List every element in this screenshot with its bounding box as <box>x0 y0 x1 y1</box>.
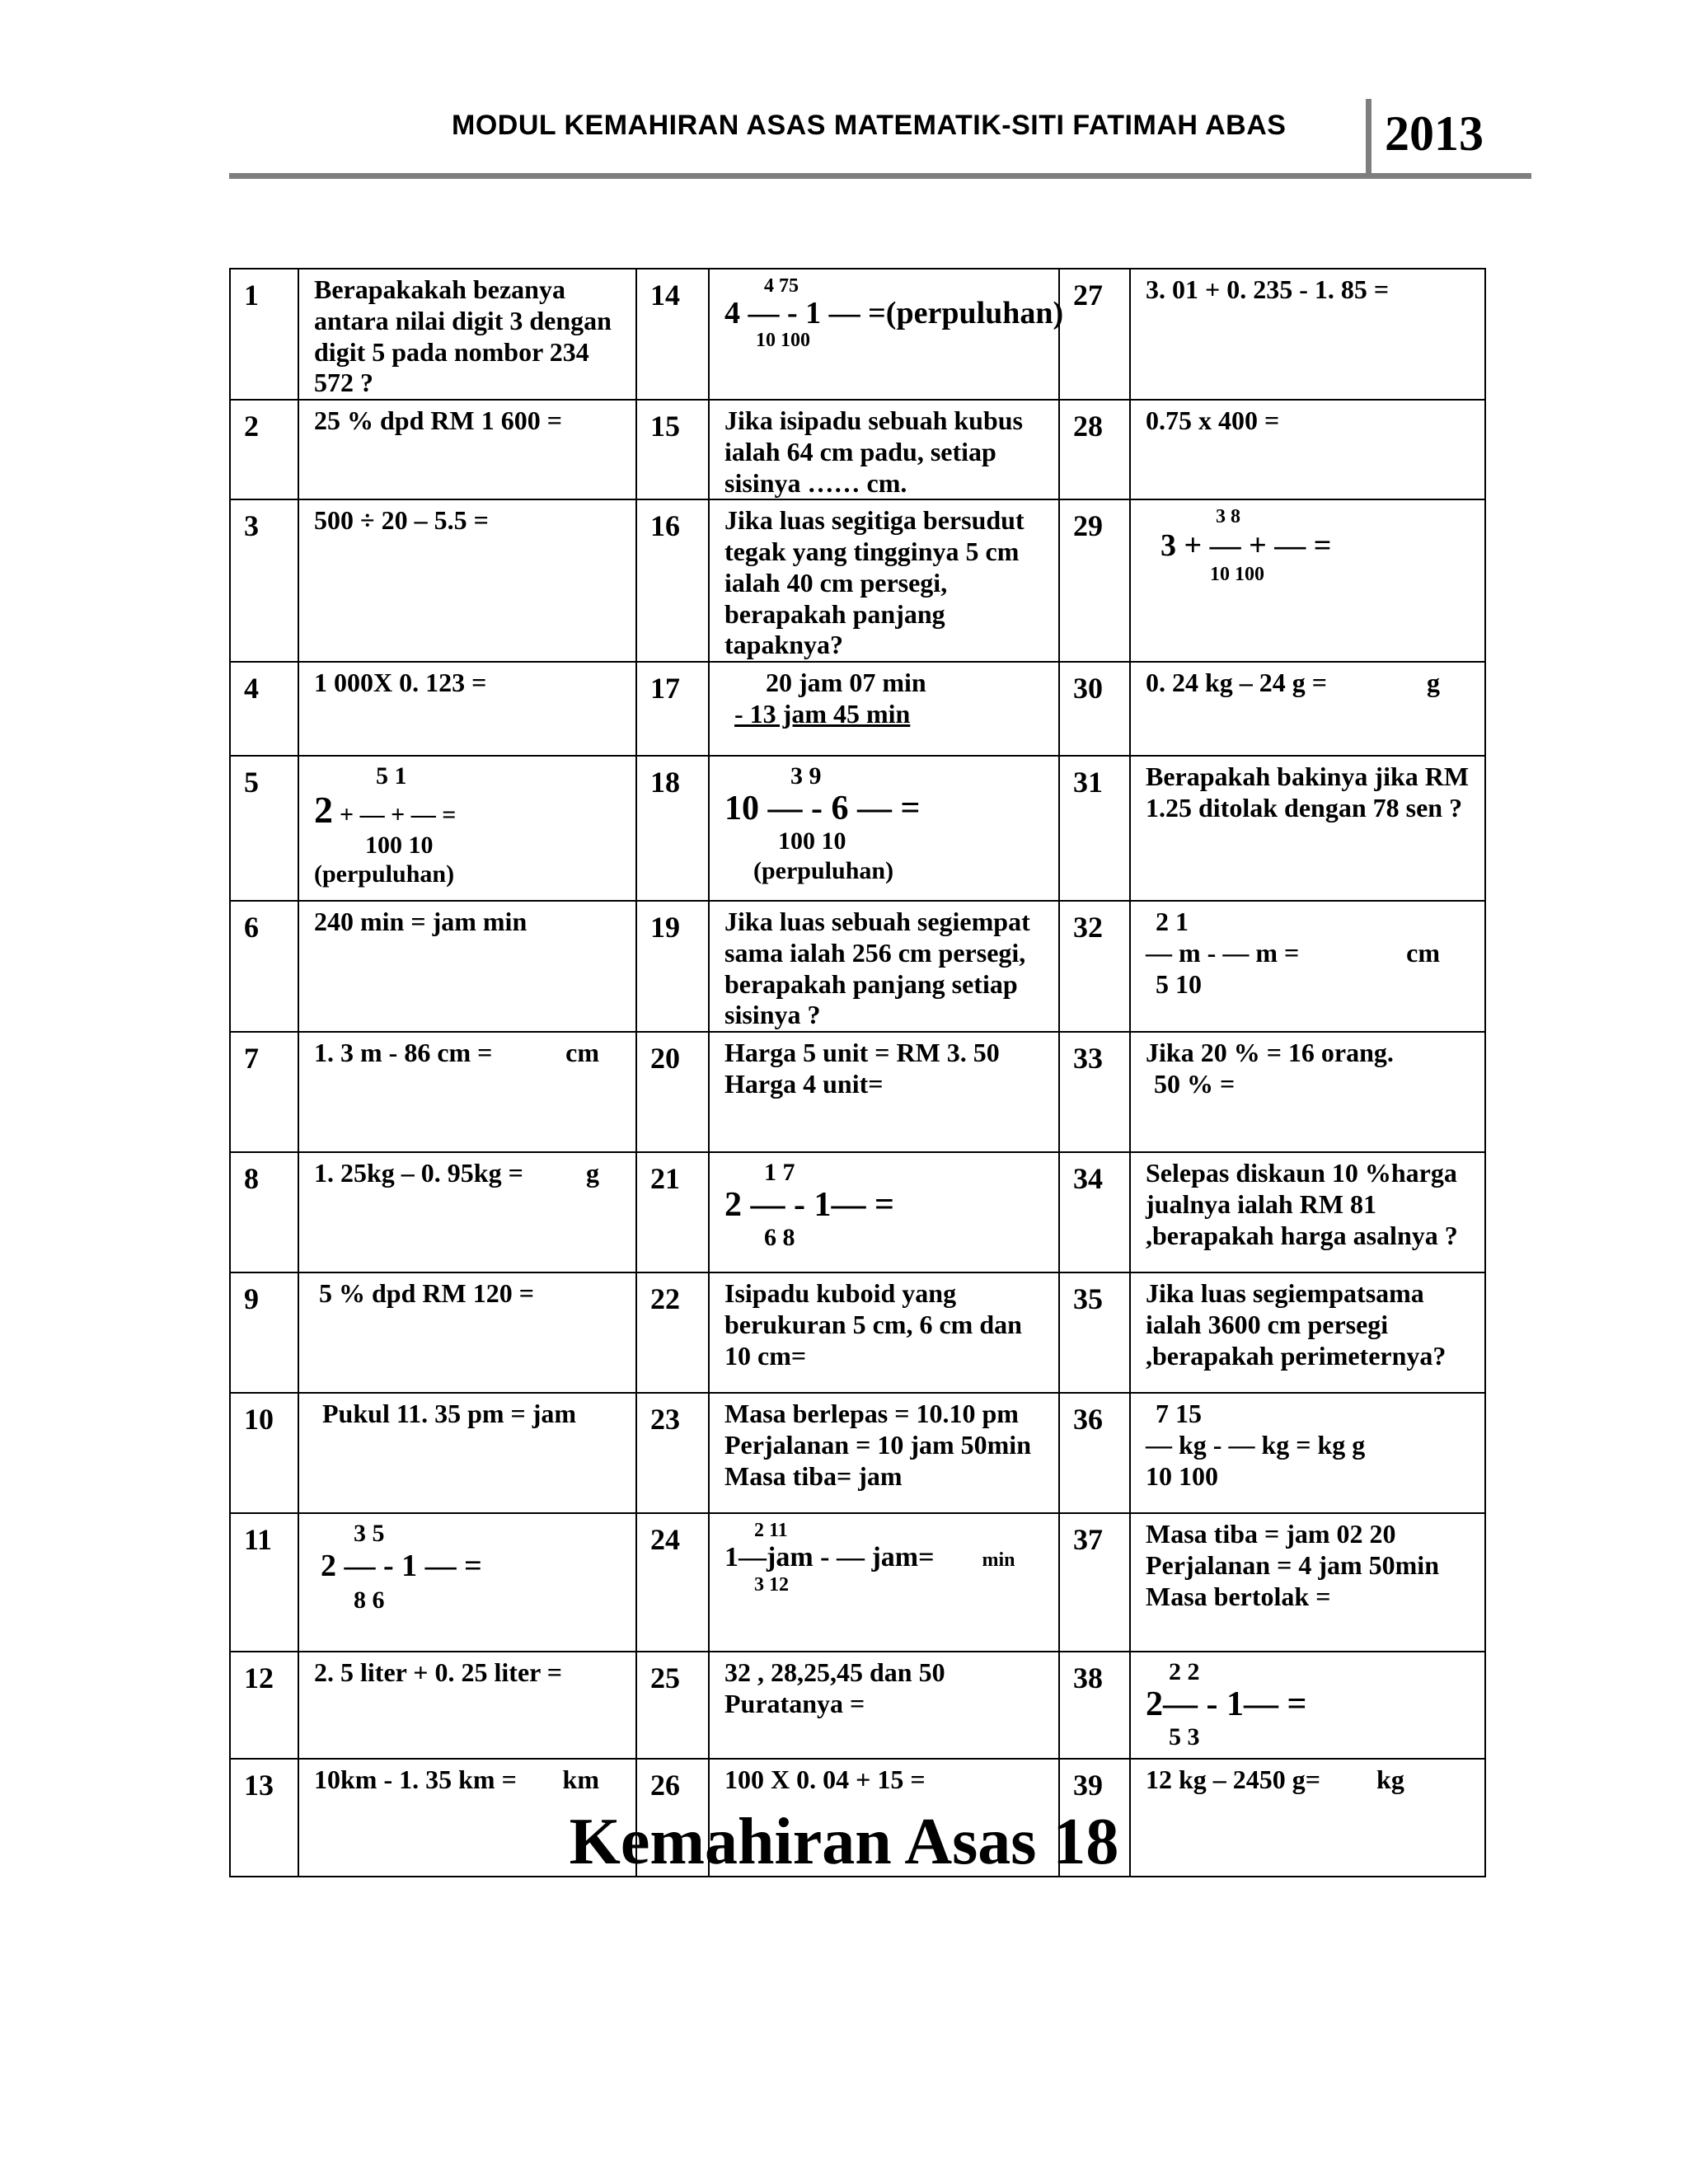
question-number: 14 <box>636 269 709 400</box>
fraction-numerators: 1 7 <box>764 1159 795 1186</box>
question-text: 12 kg – 2450 g= <box>1146 1765 1321 1794</box>
question-number: 4 <box>230 662 298 756</box>
question-text: 0.75 x 400 = <box>1130 400 1485 499</box>
answer-unit: g <box>586 1158 599 1188</box>
question-number: 12 <box>230 1652 298 1759</box>
fraction-row <box>314 790 624 830</box>
answer-unit: min <box>982 1549 1015 1572</box>
question-fraction <box>709 1513 1059 1652</box>
question-lines <box>1130 1513 1485 1652</box>
question-text: Berapakah bakinya jika RM 1.25 ditolak dengan 78 sen ? <box>1130 756 1485 901</box>
question-unit-row <box>298 1032 636 1152</box>
fraction-numerators: 2 2 <box>1169 1658 1200 1685</box>
table-row <box>230 1032 1485 1152</box>
question-text: Jika luas sebuah segiempat sama ialah 256 cm persegi, berapakah panjang setiap sisinya ? <box>709 901 1059 1032</box>
question-number: 22 <box>636 1272 709 1393</box>
table-row <box>230 1272 1485 1393</box>
question-line: Perjalanan = 4 jam 50min <box>1146 1549 1439 1580</box>
question-text: 25 % dpd RM 1 600 = <box>298 400 636 499</box>
question-lines <box>1130 1032 1485 1152</box>
question-number: 24 <box>636 1513 709 1652</box>
fraction-numerators: 3 9 <box>790 762 822 790</box>
fraction-denominators: 10 100 <box>1146 1460 1218 1491</box>
question-text: Jika luas segitiga bersudut tegak yang tingginya 5 cm ialah 40 cm persegi, berapakah panjang tapaknya? <box>709 499 1059 662</box>
fraction-numerators: 5 1 <box>376 762 407 790</box>
question-number: 38 <box>1059 1652 1130 1759</box>
question-number: 7 <box>230 1032 298 1152</box>
fraction-numerators: 2 1 <box>1156 907 1189 936</box>
question-text: 5 % dpd RM 120 = <box>298 1272 636 1393</box>
question-line: Masa tiba= jam <box>724 1460 903 1491</box>
question-line: Perjalanan = 10 jam 50min <box>724 1429 1031 1460</box>
module-year: 2013 <box>1385 106 1484 161</box>
subtraction-line-2: - 13 jam 45 min <box>734 698 911 729</box>
question-text: 500 ÷ 20 – 5.5 = <box>298 499 636 662</box>
question-number: 25 <box>636 1652 709 1759</box>
table-row <box>230 1152 1485 1272</box>
fraction-numerators: 2 11 <box>754 1520 788 1541</box>
question-text: 1. 25kg – 0. 95kg = <box>314 1158 523 1188</box>
question-number: 23 <box>636 1393 709 1513</box>
question-number: 17 <box>636 662 709 756</box>
fraction-expression: + — + — = <box>340 801 457 829</box>
fraction-denominators: 100 10 <box>365 831 434 859</box>
answer-unit: g <box>1427 668 1440 697</box>
fraction-denominators: 3 12 <box>754 1573 789 1596</box>
question-unit-row <box>1130 662 1485 756</box>
question-number: 34 <box>1059 1152 1130 1272</box>
question-number: 16 <box>636 499 709 662</box>
question-number: 19 <box>636 901 709 1032</box>
fraction-row <box>1146 938 1473 969</box>
header-underline <box>229 173 1531 179</box>
question-line: 32 , 28,25,45 dan 50 <box>724 1657 945 1687</box>
table-row <box>230 756 1485 901</box>
question-text: 240 min = jam min <box>298 901 636 1032</box>
table-row <box>230 499 1485 662</box>
question-number: 30 <box>1059 662 1130 756</box>
question-text: 10km - 1. 35 km = <box>314 1765 517 1794</box>
table-row <box>230 1393 1485 1513</box>
question-number: 18 <box>636 756 709 901</box>
question-subtraction <box>709 662 1059 756</box>
question-line: Jika 20 % = 16 orang. <box>1146 1038 1394 1067</box>
question-number: 8 <box>230 1152 298 1272</box>
fraction-expression: 1—jam - — jam= <box>724 1542 935 1573</box>
fraction-expression: — kg - — kg = kg g <box>1146 1429 1366 1460</box>
answer-unit: km <box>562 1765 599 1794</box>
question-number: 3 <box>230 499 298 662</box>
question-line: Harga 5 unit = RM 3. 50 <box>724 1038 1000 1067</box>
question-text: Isipadu kuboid yang berukuran 5 cm, 6 cm dan 10 cm= <box>709 1272 1059 1393</box>
question-fraction <box>1130 1652 1485 1759</box>
fraction-expression: 2 — - 1 — = <box>321 1549 482 1584</box>
fraction-denominators: 8 6 <box>354 1586 385 1614</box>
fraction-numerators: 3 8 <box>1216 506 1240 528</box>
question-fraction <box>709 756 1059 901</box>
fraction-numerators: 7 15 <box>1156 1399 1202 1428</box>
question-line: Masa berlepas = 10.10 pm <box>724 1399 1019 1428</box>
fraction-note: (perpuluhan) <box>753 856 894 884</box>
question-fraction <box>709 269 1064 400</box>
fraction-row <box>724 1542 1047 1572</box>
question-number: 32 <box>1059 901 1130 1032</box>
question-fraction <box>1130 499 1485 662</box>
answer-unit: cm <box>1406 937 1440 968</box>
fraction-numerators: 3 5 <box>354 1520 385 1547</box>
fraction-expression: 3 + — + — = <box>1160 527 1332 563</box>
fraction-whole: 2 <box>314 789 333 832</box>
question-number: 36 <box>1059 1393 1130 1513</box>
question-lines <box>709 1652 1059 1759</box>
question-line: Masa bertolak = <box>1146 1581 1331 1611</box>
question-number: 11 <box>230 1513 298 1652</box>
table-row <box>230 269 1485 400</box>
fraction-denominators: 6 8 <box>764 1224 795 1252</box>
question-text: 1 000X 0. 123 = <box>298 662 636 756</box>
question-text: 3. 01 + 0. 235 - 1. 85 = <box>1130 269 1485 400</box>
question-number: 33 <box>1059 1032 1130 1152</box>
fraction-expression: 4 — - 1 — =(perpuluhan) <box>724 296 1064 331</box>
header-divider <box>1366 99 1372 175</box>
fraction-note: (perpuluhan) <box>314 860 455 888</box>
question-text: Jika luas segiempatsama ialah 3600 cm persegi ,berapakah perimeternya? <box>1130 1272 1485 1393</box>
question-text: Selepas diskaun 10 %harga jualnya ialah RM 81 ,berapakah harga asalnya ? <box>1130 1152 1485 1272</box>
question-number: 39 <box>1059 1759 1130 1877</box>
question-text: 0. 24 kg – 24 g = <box>1146 668 1328 697</box>
question-fraction <box>298 1513 636 1652</box>
question-number: 13 <box>230 1759 298 1877</box>
question-text: Pukul 11. 35 pm = jam <box>298 1393 636 1513</box>
fraction-denominators: 100 10 <box>778 827 846 855</box>
question-fraction <box>298 756 636 901</box>
question-number: 6 <box>230 901 298 1032</box>
question-fraction <box>709 1152 1059 1272</box>
question-line: Masa tiba = jam 02 20 <box>1146 1519 1396 1549</box>
question-number: 15 <box>636 400 709 499</box>
fraction-denominators: 5 3 <box>1169 1723 1200 1751</box>
question-number: 5 <box>230 756 298 901</box>
question-line: Puratanya = <box>724 1688 865 1718</box>
question-line: 50 % = <box>1154 1068 1236 1099</box>
fraction-expression: 2 — - 1— = <box>724 1186 894 1225</box>
fraction-denominators: 5 10 <box>1156 968 1202 999</box>
table-row <box>230 400 1485 499</box>
table-row <box>230 662 1485 756</box>
question-lines <box>709 1393 1059 1513</box>
question-number: 1 <box>230 269 298 400</box>
question-text: 1. 3 m - 86 cm = <box>314 1038 493 1067</box>
question-fraction <box>1130 1393 1485 1513</box>
question-text: 100 X 0. 04 + 15 = <box>709 1759 1059 1877</box>
question-number: 35 <box>1059 1272 1130 1393</box>
question-number: 26 <box>636 1759 709 1877</box>
worksheet-title: Kemahiran Asas 18 <box>569 1806 1119 1878</box>
question-number: 31 <box>1059 756 1130 901</box>
table-row <box>230 1652 1485 1759</box>
question-number: 10 <box>230 1393 298 1513</box>
question-number: 21 <box>636 1152 709 1272</box>
question-number: 37 <box>1059 1513 1130 1652</box>
subtraction-line-1: 20 jam 07 min <box>766 668 926 697</box>
question-number: 9 <box>230 1272 298 1393</box>
fraction-denominators: 10 100 <box>756 330 810 352</box>
fraction-numerators: 4 75 <box>764 275 799 297</box>
question-fraction <box>1130 901 1485 1032</box>
fraction-denominators: 10 100 <box>1210 564 1264 586</box>
question-lines <box>709 1032 1059 1152</box>
question-text: Jika isipadu sebuah kubus ialah 64 cm padu, setiap sisinya …… cm. <box>709 400 1059 499</box>
question-number: 28 <box>1059 400 1130 499</box>
fraction-expression: 2— - 1— = <box>1146 1685 1307 1724</box>
question-text: Berapakakah bezanya antara nilai digit 3 dengan digit 5 pada nombor 234 572 ? <box>298 269 636 400</box>
question-unit-row <box>298 1152 636 1272</box>
question-line: Harga 4 unit= <box>724 1068 884 1099</box>
table-row <box>230 901 1485 1032</box>
answer-unit: kg <box>1376 1765 1404 1794</box>
table-row <box>230 1513 1485 1652</box>
question-table <box>229 268 1486 1877</box>
question-number: 2 <box>230 400 298 499</box>
fraction-expression: 10 — - 6 — = <box>724 790 921 828</box>
answer-unit: cm <box>565 1038 599 1067</box>
question-number: 27 <box>1059 269 1130 400</box>
module-title: MODUL KEMAHIRAN ASAS MATEMATIK-SITI FATIMAH ABAS <box>452 110 1287 141</box>
question-number: 20 <box>636 1032 709 1152</box>
question-number: 29 <box>1059 499 1130 662</box>
fraction-expression: — m - — m = <box>1146 937 1300 968</box>
question-text: 2. 5 liter + 0. 25 liter = <box>298 1652 636 1759</box>
